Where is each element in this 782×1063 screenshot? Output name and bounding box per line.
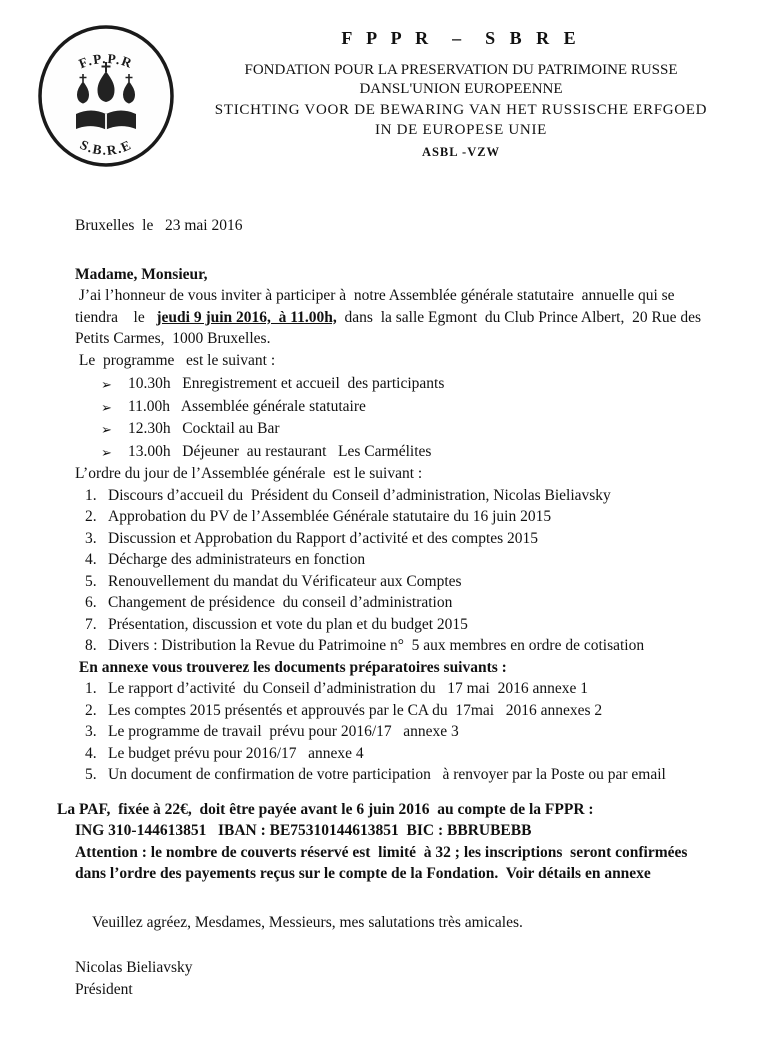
- closing-formula: Veuillez agréez, Mesdames, Messieurs, mes salutations très amicales.: [92, 913, 523, 931]
- agenda-item: Décharge des administrateurs en fonction: [108, 551, 366, 568]
- invitation-paragraph: [75, 285, 712, 350]
- letter-body: [0, 173, 782, 1000]
- org-acronym-title: F P P R – S B R E: [341, 28, 581, 48]
- agenda-intro: L’ordre du jour de l’Assemblée générale est le suivant :: [75, 465, 423, 482]
- annex-item: Les comptes 2015 présentés et approuvés par le CA du 17mai 2016 annexes 2: [108, 701, 603, 719]
- agenda-item: Changement de présidence du conseil d’administration: [108, 594, 453, 611]
- fppr-logo-image: [36, 24, 176, 168]
- payment-info: [57, 799, 712, 885]
- event-datetime: jeudi 9 juin 2016, à 11.00h,: [156, 308, 337, 326]
- agenda-list: [75, 485, 712, 657]
- programme-intro: Le programme est le suivant :: [75, 351, 276, 369]
- programme-item-text: 10.30h Enregistrement et accueil des participants: [128, 375, 445, 392]
- agenda-item: Présentation, discussion et vote du plan et du budget 2015: [108, 615, 468, 633]
- annex-intro: En annexe vous trouverez les documents préparatoires suivants :: [75, 658, 507, 676]
- payment-warning-line: Attention : le nombre de couverts réservé est limité à 32 ; les inscriptions seront confirmées dans l’ordre des payements reçus sur le compte de la Fondation. Voir détails en annexe: [75, 843, 692, 882]
- annex-item: Le rapport d’activité du Conseil d’administration du 17 mai 2016 annexe 1: [108, 680, 588, 697]
- signature-title: Président: [75, 980, 133, 998]
- logo-bottom-text: S.B.R.E: [77, 136, 135, 158]
- annex-item: Un document de confirmation de votre participation à renvoyer par la Poste ou par email: [108, 766, 666, 783]
- payment-amount-line: La PAF, fixée à 22€, doit être payée avant le 6 juin 2016 au compte de la FPPR :: [57, 800, 594, 818]
- annex-item: Le programme de travail prévu pour 2016/17 annexe 3: [108, 723, 459, 740]
- arrow-bullet-icon: ➢: [101, 444, 112, 460]
- programme-list: [75, 373, 712, 463]
- letterhead: [0, 0, 782, 173]
- fppr-logo: [36, 24, 178, 173]
- salutation: Madame, Monsieur,: [75, 265, 208, 283]
- annex-list: [75, 678, 712, 786]
- agenda-item: Approbation du PV de l’Assemblée Générale statutaire du 16 juin 2015: [108, 508, 552, 525]
- programme-item-text: 12.30h Cocktail au Bar: [128, 420, 280, 437]
- agenda-item: Renouvellement du mandat du Vérificateur aux Comptes: [108, 572, 462, 590]
- arrow-bullet-icon: ➢: [101, 422, 112, 437]
- annex-item: Le budget prévu pour 2016/17 annexe 4: [108, 744, 364, 762]
- programme-item: [101, 396, 712, 419]
- logo-top-text: F.P.P.R: [76, 50, 136, 72]
- invitation-text-end: dans la salle Egmont du Club Prince Albert, 20 Rue des Petits Carmes, 1000 Bruxelles.: [75, 308, 705, 347]
- arrow-bullet-icon: ➢: [101, 377, 112, 392]
- org-name-fr-line2: DANSL'UNION EUROPEENNE: [359, 81, 563, 97]
- org-name-fr-line1: FONDATION POUR LA PRESERVATION DU PATRIMOINE RUSSE: [244, 62, 678, 78]
- arrow-bullet-icon: ➢: [101, 399, 112, 415]
- agenda-item: Discours d’accueil du Président du Conseil d’administration, Nicolas Bieliavsky: [108, 486, 611, 504]
- legal-form: ASBL -VZW: [421, 145, 501, 159]
- org-name-fr: [178, 61, 744, 99]
- bank-account-line: ING 310-144613851 IBAN : BE75310144613851 BIC : BBRUBEBB: [75, 822, 532, 839]
- signature-name: Nicolas Bieliavsky: [75, 959, 193, 976]
- org-name-nl-line1: STICHTING VOOR DE BEWARING VAN HET RUSSISCHE ERFGOED: [214, 102, 708, 118]
- org-name-nl-line2: IN DE EUROPESE UNIE: [374, 122, 548, 138]
- programme-item: [101, 373, 712, 396]
- letterhead-text: [178, 24, 744, 160]
- programme-item: [101, 441, 712, 464]
- programme-item-text: 13.00h Déjeuner au restaurant Les Carmélites: [128, 442, 432, 460]
- org-name-nl: [178, 100, 744, 140]
- invitation-text-start: J’ai l’honneur de vous inviter à participer à notre Assemblée générale statutaire annuelle qui se tiendra le: [75, 287, 679, 326]
- programme-item-text: 11.00h Assemblée générale statutaire: [128, 397, 366, 415]
- agenda-item: Discussion et Approbation du Rapport d’activité et des comptes 2015: [108, 529, 539, 547]
- dateline: Bruxelles le 23 mai 2016: [75, 217, 243, 234]
- programme-item: [101, 418, 712, 441]
- agenda-item: Divers : Distribution la Revue du Patrimoine n° 5 aux membres en ordre de cotisation: [108, 637, 645, 654]
